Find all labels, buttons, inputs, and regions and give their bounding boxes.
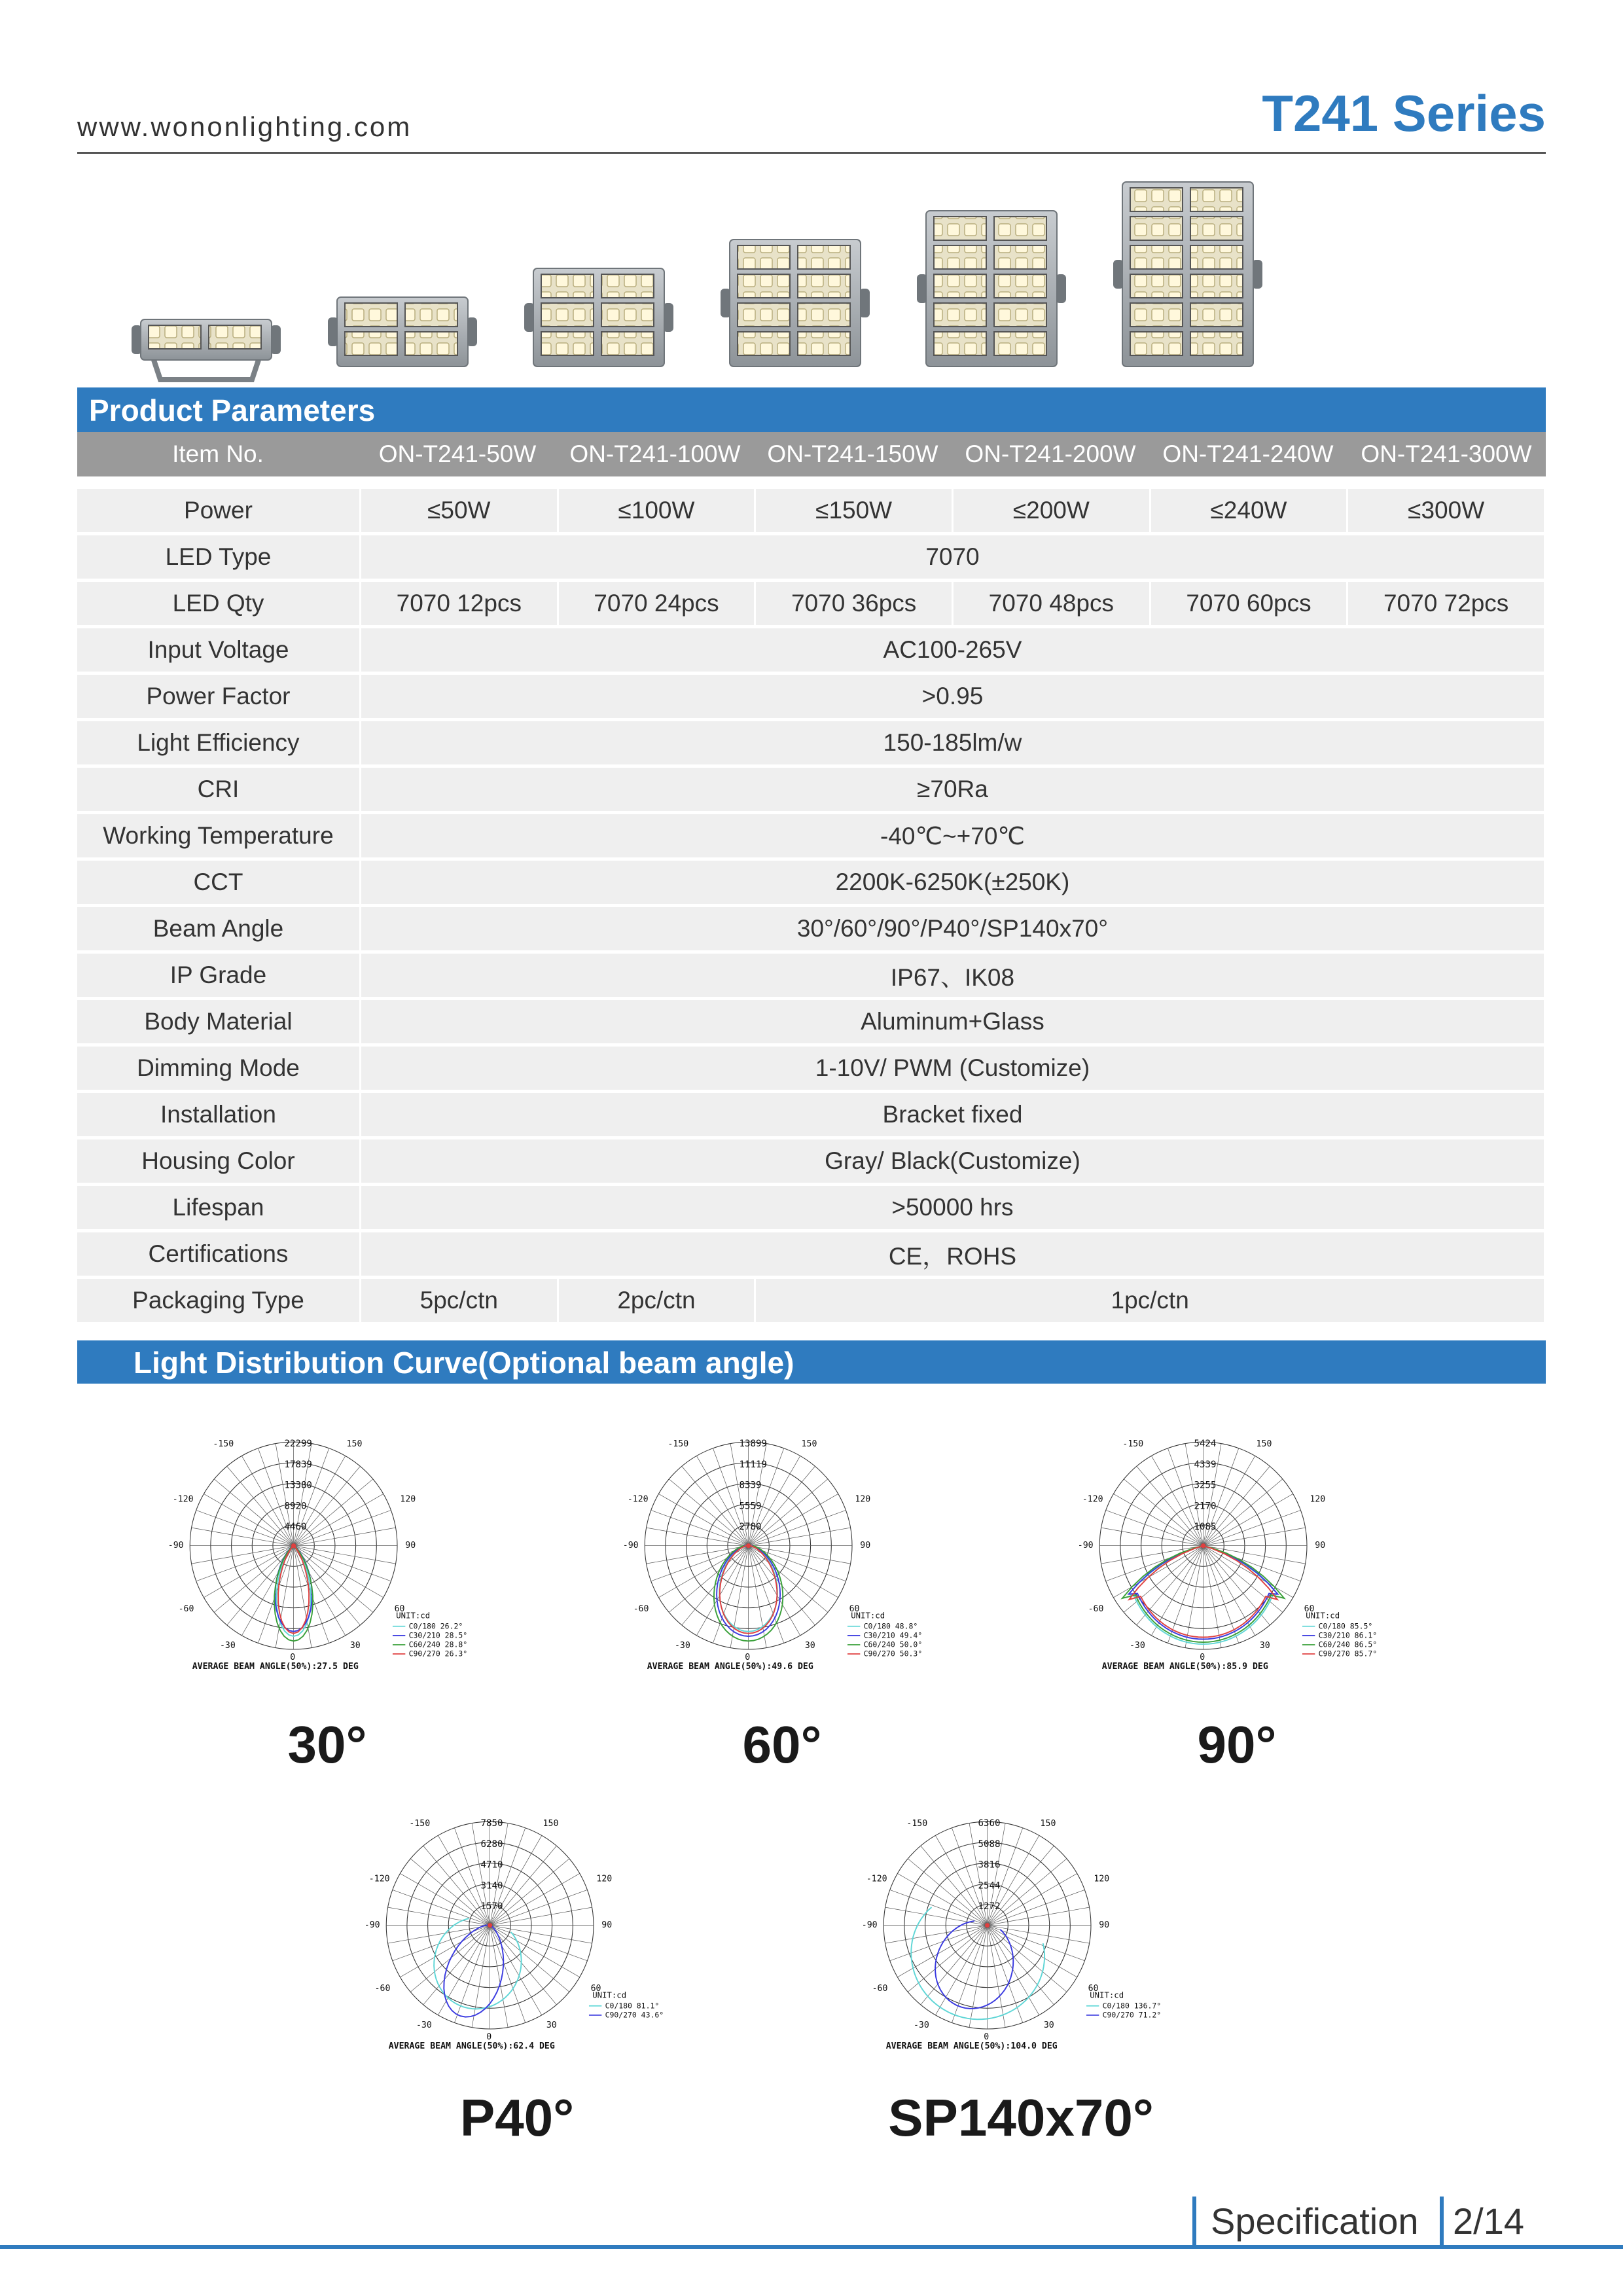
table-row xyxy=(77,1139,1546,1183)
unit-label: UNIT:cd xyxy=(1306,1611,1340,1621)
table-row xyxy=(77,954,1546,997)
table-row xyxy=(77,814,1546,857)
cell: 2200K-6250K(±250K) xyxy=(361,861,1546,904)
polar-chart-p40 xyxy=(363,1799,664,2090)
angle-label: -30 xyxy=(416,2020,432,2031)
ring-value-label: 2544 xyxy=(978,1880,1001,1892)
ring-value-label: 5424 xyxy=(1194,1439,1217,1450)
page-number: 2/14 xyxy=(1440,2197,1524,2246)
angle-label: 120 xyxy=(596,1874,613,1884)
beam-label-90: 90° xyxy=(1197,1715,1277,1774)
spec-table xyxy=(77,486,1546,1325)
legend-entry: C90/270 43.6° xyxy=(605,2010,664,2020)
cell: ≤150W xyxy=(756,489,954,532)
table-row xyxy=(77,1279,1546,1322)
cell: Bracket fixed xyxy=(361,1093,1546,1136)
average-beam-angle: AVERAGE BEAM ANGLE(50%):49.6 DEG xyxy=(647,1661,813,1672)
angle-label: -150 xyxy=(409,1819,431,1829)
cell: ≤300W xyxy=(1348,489,1546,532)
angle-label: 120 xyxy=(400,1494,416,1505)
row-label: Input Voltage xyxy=(77,628,361,672)
legend-entry: C30/210 28.5° xyxy=(408,1630,468,1640)
legend-entry: C0/180 85.5° xyxy=(1318,1621,1373,1631)
angle-label: -60 xyxy=(178,1604,194,1614)
footer-section: Specification xyxy=(1192,2197,1419,2246)
beam-label-60: 60° xyxy=(742,1715,822,1774)
row-label: Light Efficiency xyxy=(77,721,361,764)
row-label: LED Type xyxy=(77,535,361,579)
ring-value-label: 6280 xyxy=(480,1839,503,1850)
table-row xyxy=(77,582,1546,625)
angle-label: -120 xyxy=(627,1494,649,1505)
ring-value-label: 5088 xyxy=(978,1839,1001,1850)
model-150w: ON-T241-150W xyxy=(767,440,938,467)
table-row xyxy=(77,768,1546,811)
angle-label: 0 xyxy=(486,2032,492,2042)
floodlight-5-icon xyxy=(917,211,1066,367)
angle-label: -60 xyxy=(872,1983,888,1994)
floodlight-3-icon xyxy=(524,268,673,367)
angle-label: -90 xyxy=(364,1920,380,1931)
site-url[interactable]: www.wononlighting.com xyxy=(77,111,412,142)
row-label: IP Grade xyxy=(77,954,361,997)
cell: 7070 60pcs xyxy=(1151,582,1349,625)
angle-label: 120 xyxy=(1310,1494,1326,1505)
angle-label: -150 xyxy=(213,1439,234,1450)
cell: 5pc/ctn xyxy=(361,1279,559,1322)
light-distribution-header xyxy=(77,1340,1546,1384)
header-divider xyxy=(77,152,1546,154)
cell: 7070 36pcs xyxy=(756,582,954,625)
angle-label: 90 xyxy=(860,1541,871,1551)
angle-label: 90 xyxy=(405,1541,416,1551)
table-row xyxy=(77,1093,1546,1136)
ring-value-label: 4460 xyxy=(284,1521,307,1532)
angle-label: -120 xyxy=(368,1874,390,1884)
product-parameters-header xyxy=(77,387,1546,432)
angle-label: 90 xyxy=(1315,1541,1326,1551)
cell: 7070 24pcs xyxy=(559,582,757,625)
table-row xyxy=(77,489,1546,532)
ring-value-label: 1085 xyxy=(1194,1521,1217,1532)
beam-label-p40: P40° xyxy=(459,2089,575,2147)
angle-label: -120 xyxy=(866,1874,887,1884)
angle-label: 30 xyxy=(1259,1641,1270,1651)
cell: 30°/60°/90°/P40°/SP140x70° xyxy=(361,907,1546,950)
ring-value-label: 8339 xyxy=(739,1480,762,1491)
angle-label: 60 xyxy=(849,1604,860,1614)
angle-label: 60 xyxy=(590,1983,601,1994)
angle-label: 0 xyxy=(1200,1652,1205,1662)
legend-entry: C0/180 26.2° xyxy=(408,1621,463,1631)
row-label: Installation xyxy=(77,1093,361,1136)
row-label: Lifespan xyxy=(77,1186,361,1229)
series-title: T241 Series xyxy=(1262,84,1546,142)
angle-label: -60 xyxy=(1088,1604,1104,1614)
cell: CE，ROHS xyxy=(361,1232,1546,1276)
legend-entry: C0/180 48.8° xyxy=(863,1621,918,1631)
cell: 7070 72pcs xyxy=(1348,582,1546,625)
polar-chart-30 xyxy=(167,1419,468,1710)
section-title: Light Distribution Curve(Optional beam angle) xyxy=(134,1346,794,1380)
angle-label: -30 xyxy=(1129,1641,1145,1651)
angle-label: 60 xyxy=(394,1604,405,1614)
table-row xyxy=(77,1047,1546,1090)
angle-label: 30 xyxy=(546,2020,557,2031)
ring-value-label: 7850 xyxy=(480,1818,503,1829)
product-images xyxy=(77,170,1546,389)
row-label: CRI xyxy=(77,768,361,811)
ring-value-label: 22299 xyxy=(284,1439,312,1450)
row-label: Power Factor xyxy=(77,675,361,718)
polar-chart-60 xyxy=(622,1419,923,1710)
legend-entry: C60/240 86.5° xyxy=(1318,1640,1378,1649)
ring-value-label: 3140 xyxy=(480,1880,503,1892)
model-200w: ON-T241-200W xyxy=(965,440,1136,467)
angle-label: 0 xyxy=(984,2032,990,2042)
table-row xyxy=(77,861,1546,904)
angle-label: 0 xyxy=(745,1652,751,1662)
legend-entry: C60/240 28.8° xyxy=(408,1640,468,1649)
ring-value-label: 11119 xyxy=(739,1459,767,1470)
table-row xyxy=(77,1186,1546,1229)
item-label: Item No. xyxy=(172,440,264,467)
angle-label: -60 xyxy=(374,1983,391,1994)
angle-label: 60 xyxy=(1088,1983,1099,1994)
legend-entry: C30/210 86.1° xyxy=(1318,1630,1378,1640)
row-label: Power xyxy=(77,489,361,532)
angle-label: 60 xyxy=(1304,1604,1315,1614)
cell: ≤50W xyxy=(361,489,559,532)
ring-value-label: 5559 xyxy=(739,1501,762,1512)
angle-label: -90 xyxy=(622,1541,639,1551)
cell: -40℃~+70℃ xyxy=(361,814,1546,857)
cell: 1pc/ctn xyxy=(756,1279,1546,1322)
table-row xyxy=(77,1000,1546,1043)
cell: ≤200W xyxy=(954,489,1151,532)
ring-value-label: 3816 xyxy=(978,1859,1001,1871)
row-label: CCT xyxy=(77,861,361,904)
ring-value-label: 17839 xyxy=(284,1459,312,1470)
angle-label: 30 xyxy=(804,1641,815,1651)
polar-chart-90 xyxy=(1077,1419,1378,1710)
cell: 7070 12pcs xyxy=(361,582,559,625)
model-100w: ON-T241-100W xyxy=(569,440,741,467)
angle-label: -60 xyxy=(633,1604,649,1614)
ring-value-label: 6360 xyxy=(978,1818,1001,1829)
model-50w: ON-T241-50W xyxy=(378,440,537,467)
ring-value-label: 2170 xyxy=(1194,1501,1217,1512)
ring-value-label: 13380 xyxy=(284,1480,312,1491)
angle-label: -120 xyxy=(1082,1494,1103,1505)
angle-label: 120 xyxy=(1094,1874,1110,1884)
ring-value-label: 4710 xyxy=(480,1859,503,1871)
table-row xyxy=(77,721,1546,764)
angle-label: -150 xyxy=(1122,1439,1144,1450)
angle-label: -90 xyxy=(168,1541,184,1551)
legend-entry: C60/240 50.0° xyxy=(863,1640,923,1649)
angle-label: 90 xyxy=(1099,1920,1110,1931)
angle-label: 30 xyxy=(1043,2020,1054,2031)
legend-entry: C90/270 71.2° xyxy=(1102,2010,1162,2020)
row-label: Working Temperature xyxy=(77,814,361,857)
angle-label: -30 xyxy=(674,1641,690,1651)
angle-label: -30 xyxy=(913,2020,929,2031)
floodlight-4-icon xyxy=(721,240,870,367)
cell: ≤100W xyxy=(559,489,757,532)
legend-entry: C90/270 26.3° xyxy=(408,1649,468,1659)
cell: 2pc/ctn xyxy=(559,1279,757,1322)
angle-label: 30 xyxy=(349,1641,361,1651)
ring-value-label: 8920 xyxy=(284,1501,307,1512)
angle-label: 90 xyxy=(601,1920,613,1931)
angle-label: -120 xyxy=(172,1494,194,1505)
table-row xyxy=(77,628,1546,672)
angle-label: -30 xyxy=(219,1641,236,1651)
beam-label-sp140x70: SP140x70° xyxy=(888,2089,1154,2147)
row-label: LED Qty xyxy=(77,582,361,625)
cell: >0.95 xyxy=(361,675,1546,718)
distribution-curve xyxy=(911,1907,1044,2019)
unit-label: UNIT:cd xyxy=(851,1611,885,1621)
average-beam-angle: AVERAGE BEAM ANGLE(50%):85.9 DEG xyxy=(1101,1661,1268,1672)
angle-label: 150 xyxy=(346,1439,363,1450)
angle-label: 150 xyxy=(801,1439,817,1450)
row-label: Certifications xyxy=(77,1232,361,1276)
angle-label: -150 xyxy=(906,1819,928,1829)
cell: >50000 hrs xyxy=(361,1186,1546,1229)
legend-entry: C90/270 85.7° xyxy=(1318,1649,1378,1659)
table-row xyxy=(77,675,1546,718)
legend-entry: C0/180 136.7° xyxy=(1102,2001,1162,2011)
cell: AC100-265V xyxy=(361,628,1546,672)
cell: 1-10V/ PWM (Customize) xyxy=(361,1047,1546,1090)
legend-entry: C90/270 50.3° xyxy=(863,1649,923,1659)
average-beam-angle: AVERAGE BEAM ANGLE(50%):27.5 DEG xyxy=(192,1661,359,1672)
cell: 7070 xyxy=(361,535,1546,579)
ring-value-label: 13899 xyxy=(739,1439,767,1450)
ring-value-label: 3255 xyxy=(1194,1480,1217,1491)
unit-label: UNIT:cd xyxy=(1090,1990,1124,2000)
polar-chart-sp140x70 xyxy=(861,1799,1162,2090)
cell: Gray/ Black(Customize) xyxy=(361,1139,1546,1183)
floodlight-product-illustrations xyxy=(77,170,1546,389)
table-row xyxy=(77,1232,1546,1276)
model-300w: ON-T241-300W xyxy=(1361,440,1532,467)
angle-label: 150 xyxy=(543,1819,559,1829)
cell: ≥70Ra xyxy=(361,768,1546,811)
legend-entry: C0/180 81.1° xyxy=(605,2001,660,2011)
cell: Aluminum+Glass xyxy=(361,1000,1546,1043)
ring-value-label: 1272 xyxy=(978,1901,1001,1912)
average-beam-angle: AVERAGE BEAM ANGLE(50%):104.0 DEG xyxy=(885,2041,1058,2051)
section-title: Product Parameters xyxy=(89,393,376,427)
item-number-row xyxy=(77,432,1546,476)
cell: IP67、IK08 xyxy=(361,954,1546,997)
unit-label: UNIT:cd xyxy=(396,1611,431,1621)
row-label: Beam Angle xyxy=(77,907,361,950)
angle-label: 0 xyxy=(290,1652,296,1662)
floodlight-1-icon xyxy=(132,319,281,380)
model-240w: ON-T241-240W xyxy=(1162,440,1334,467)
table-row xyxy=(77,535,1546,579)
angle-label: 150 xyxy=(1040,1819,1056,1829)
ring-value-label: 2780 xyxy=(739,1521,762,1532)
angle-label: -90 xyxy=(861,1920,878,1931)
angle-label: -150 xyxy=(668,1439,689,1450)
row-label: Packaging Type xyxy=(77,1279,361,1322)
row-label: Housing Color xyxy=(77,1139,361,1183)
angle-label: 120 xyxy=(855,1494,871,1505)
ring-value-label: 1570 xyxy=(480,1901,503,1912)
row-label: Body Material xyxy=(77,1000,361,1043)
cell: ≤240W xyxy=(1151,489,1349,532)
floodlight-2-icon xyxy=(328,297,477,367)
unit-label: UNIT:cd xyxy=(592,1990,627,2000)
cell: 150-185lm/w xyxy=(361,721,1546,764)
row-label: Dimming Mode xyxy=(77,1047,361,1090)
floodlight-6-icon xyxy=(1113,182,1262,367)
angle-label: -90 xyxy=(1077,1541,1094,1551)
table-row xyxy=(77,907,1546,950)
legend-entry: C30/210 49.4° xyxy=(863,1630,923,1640)
average-beam-angle: AVERAGE BEAM ANGLE(50%):62.4 DEG xyxy=(388,2041,555,2051)
beam-label-30: 30° xyxy=(287,1715,367,1774)
angle-label: 150 xyxy=(1256,1439,1272,1450)
cell: 7070 48pcs xyxy=(954,582,1151,625)
ring-value-label: 4339 xyxy=(1194,1459,1217,1470)
